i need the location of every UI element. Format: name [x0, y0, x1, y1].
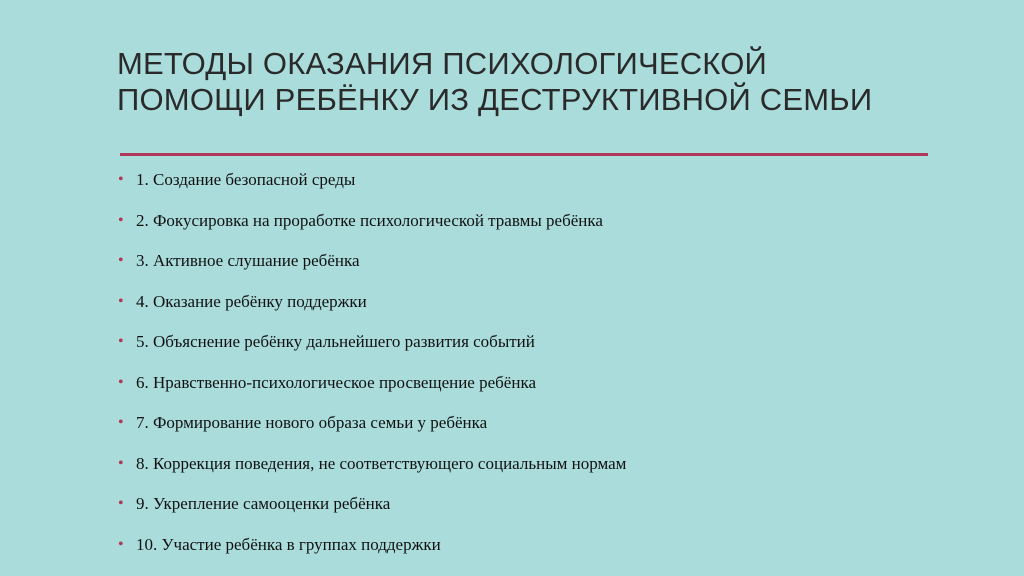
bullet-icon: • [118, 414, 124, 432]
list-item-text: 1. Создание безопасной среды [136, 170, 356, 190]
list-item [118, 525, 626, 566]
bullet-icon: • [118, 292, 124, 310]
list-item-text: 10. Участие ребёнка в группах поддержки [136, 534, 441, 554]
bullet-icon: • [118, 211, 124, 229]
list-item-text: 9. Укрепление самооценки ребёнка [136, 494, 391, 514]
list-item [118, 403, 626, 444]
bullet-icon: • [118, 495, 124, 513]
list-item [118, 484, 626, 525]
list-item-text: 2. Фокусировка на проработке психологической травмы ребёнка [136, 210, 603, 230]
list-item-text: 8. Коррекция поведения, не соответствующего социальным нормам [136, 453, 627, 473]
list-item-text: 7. Формирование нового образа семьи у ребёнка [136, 413, 488, 433]
bullet-icon: • [118, 373, 124, 391]
list-item [118, 282, 626, 323]
title-divider [120, 153, 928, 156]
list-item-text: 6. Нравственно-психологическое просвещение ребёнка [136, 372, 536, 392]
bullet-icon: • [118, 171, 124, 189]
bullet-icon: • [118, 535, 124, 553]
list-item [118, 322, 626, 363]
list-item [118, 241, 626, 282]
slide-title-line-1: МЕТОДЫ ОКАЗАНИЯ ПСИХОЛОГИЧЕСКОЙ [117, 46, 768, 81]
list-item [118, 160, 626, 201]
list-item-text: 4. Оказание ребёнку поддержки [136, 291, 367, 311]
methods-list [118, 160, 626, 565]
slide-title [117, 46, 937, 118]
bullet-icon: • [118, 454, 124, 472]
list-item [118, 201, 626, 242]
list-item [118, 363, 626, 404]
bullet-icon: • [118, 333, 124, 351]
list-item-text: 3. Активное слушание ребёнка [136, 251, 360, 271]
list-item [118, 444, 626, 485]
list-item-text: 5. Объяснение ребёнку дальнейшего развития событий [136, 332, 535, 352]
slide-title-line-2: ПОМОЩИ РЕБЁНКУ ИЗ ДЕСТРУКТИВНОЙ СЕМЬИ [117, 82, 873, 117]
bullet-icon: • [118, 252, 124, 270]
